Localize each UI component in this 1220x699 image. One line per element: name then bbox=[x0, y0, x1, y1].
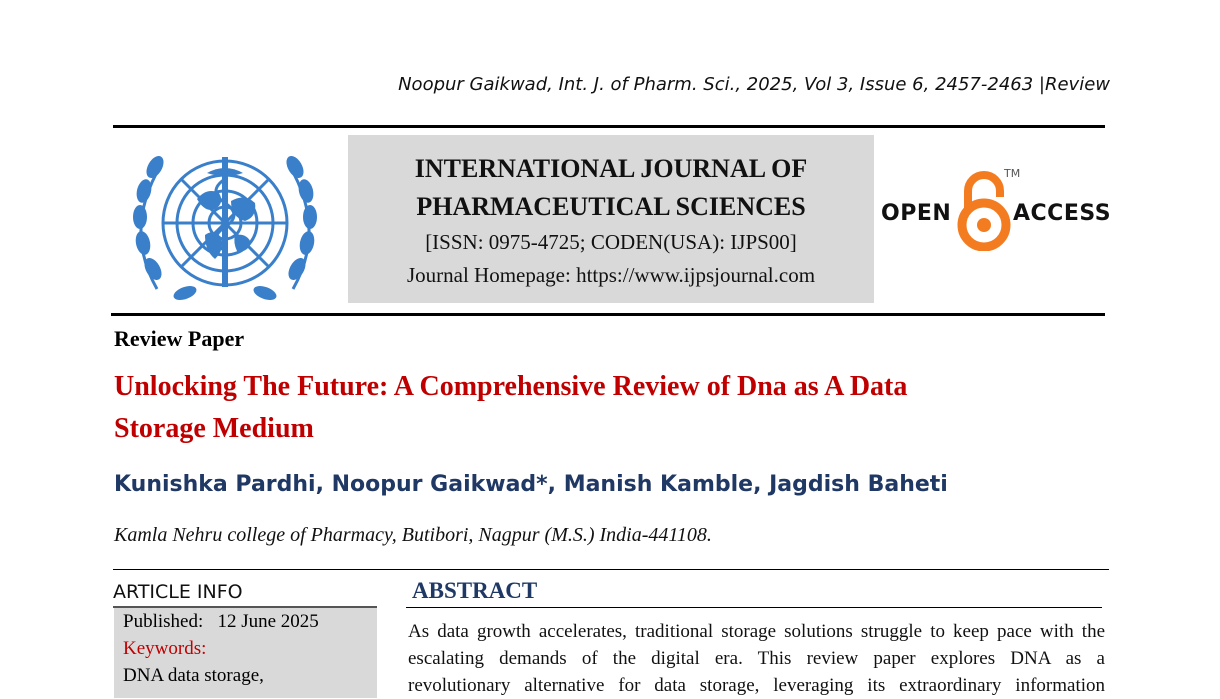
open-access-logo bbox=[880, 165, 1110, 253]
trademark-mark: TM bbox=[1004, 167, 1021, 180]
author-list: Kunishka Pardhi, Noopur Gaikwad*, Manish Kamble, Jagdish Baheti bbox=[114, 472, 948, 497]
journal-homepage[interactable]: Journal Homepage: https://www.ijpsjournal.com bbox=[406, 263, 816, 287]
journal-issn: [ISSN: 0975-4725; CODEN(USA): IJPS00] bbox=[425, 230, 797, 254]
article-info-box bbox=[114, 608, 377, 698]
abstract-text bbox=[408, 618, 1105, 699]
journal-name-line-2: PHARMACEUTICAL SCIENCES bbox=[416, 192, 806, 221]
header-top-rule bbox=[113, 125, 1105, 128]
published-row bbox=[114, 608, 377, 635]
journal-name bbox=[348, 150, 874, 226]
open-access-open-text: OPEN bbox=[881, 201, 952, 226]
abstract-line-3: revolutionary alternative for data storage, leveraging its extraordinary information bbox=[408, 675, 1105, 696]
header-bottom-rule bbox=[111, 313, 1105, 316]
journal-name-line-1: INTERNATIONAL JOURNAL OF bbox=[414, 154, 808, 183]
abstract-line-2: escalating demands of the digital era. This review paper explores DNA as a bbox=[408, 648, 1105, 669]
published-label: Published: bbox=[123, 611, 204, 632]
paper-title-line-1: Unlocking The Future: A Comprehensive Review of Dna as A Data bbox=[114, 371, 908, 402]
abstract-rule bbox=[406, 607, 1102, 608]
journal-emblem-logo bbox=[127, 139, 323, 307]
journal-info-box bbox=[348, 135, 874, 303]
article-info-heading: ARTICLE INFO bbox=[113, 581, 243, 603]
abstract-line-1: As data growth accelerates, traditional storage solutions struggle to keep pace with the bbox=[408, 621, 1105, 642]
paper-title bbox=[114, 366, 1074, 450]
keyword-item: DNA data storage, bbox=[123, 665, 264, 686]
keywords-label: Keywords: bbox=[123, 638, 207, 659]
paper-type: Review Paper bbox=[114, 326, 245, 351]
section-divider bbox=[113, 569, 1109, 570]
published-date: 12 June 2025 bbox=[217, 611, 319, 632]
affiliation: Kamla Nehru college of Pharmacy, Butibori, Nagpur (M.S.) India-441108. bbox=[114, 524, 712, 546]
running-header: Noopur Gaikwad, Int. J. of Pharm. Sci., 2025, Vol 3, Issue 6, 2457-2463 |Review bbox=[398, 74, 1110, 95]
paper-title-line-2: Storage Medium bbox=[114, 413, 314, 444]
abstract-heading: ABSTRACT bbox=[412, 578, 538, 603]
open-access-access-text: ACCESS bbox=[1013, 201, 1112, 226]
